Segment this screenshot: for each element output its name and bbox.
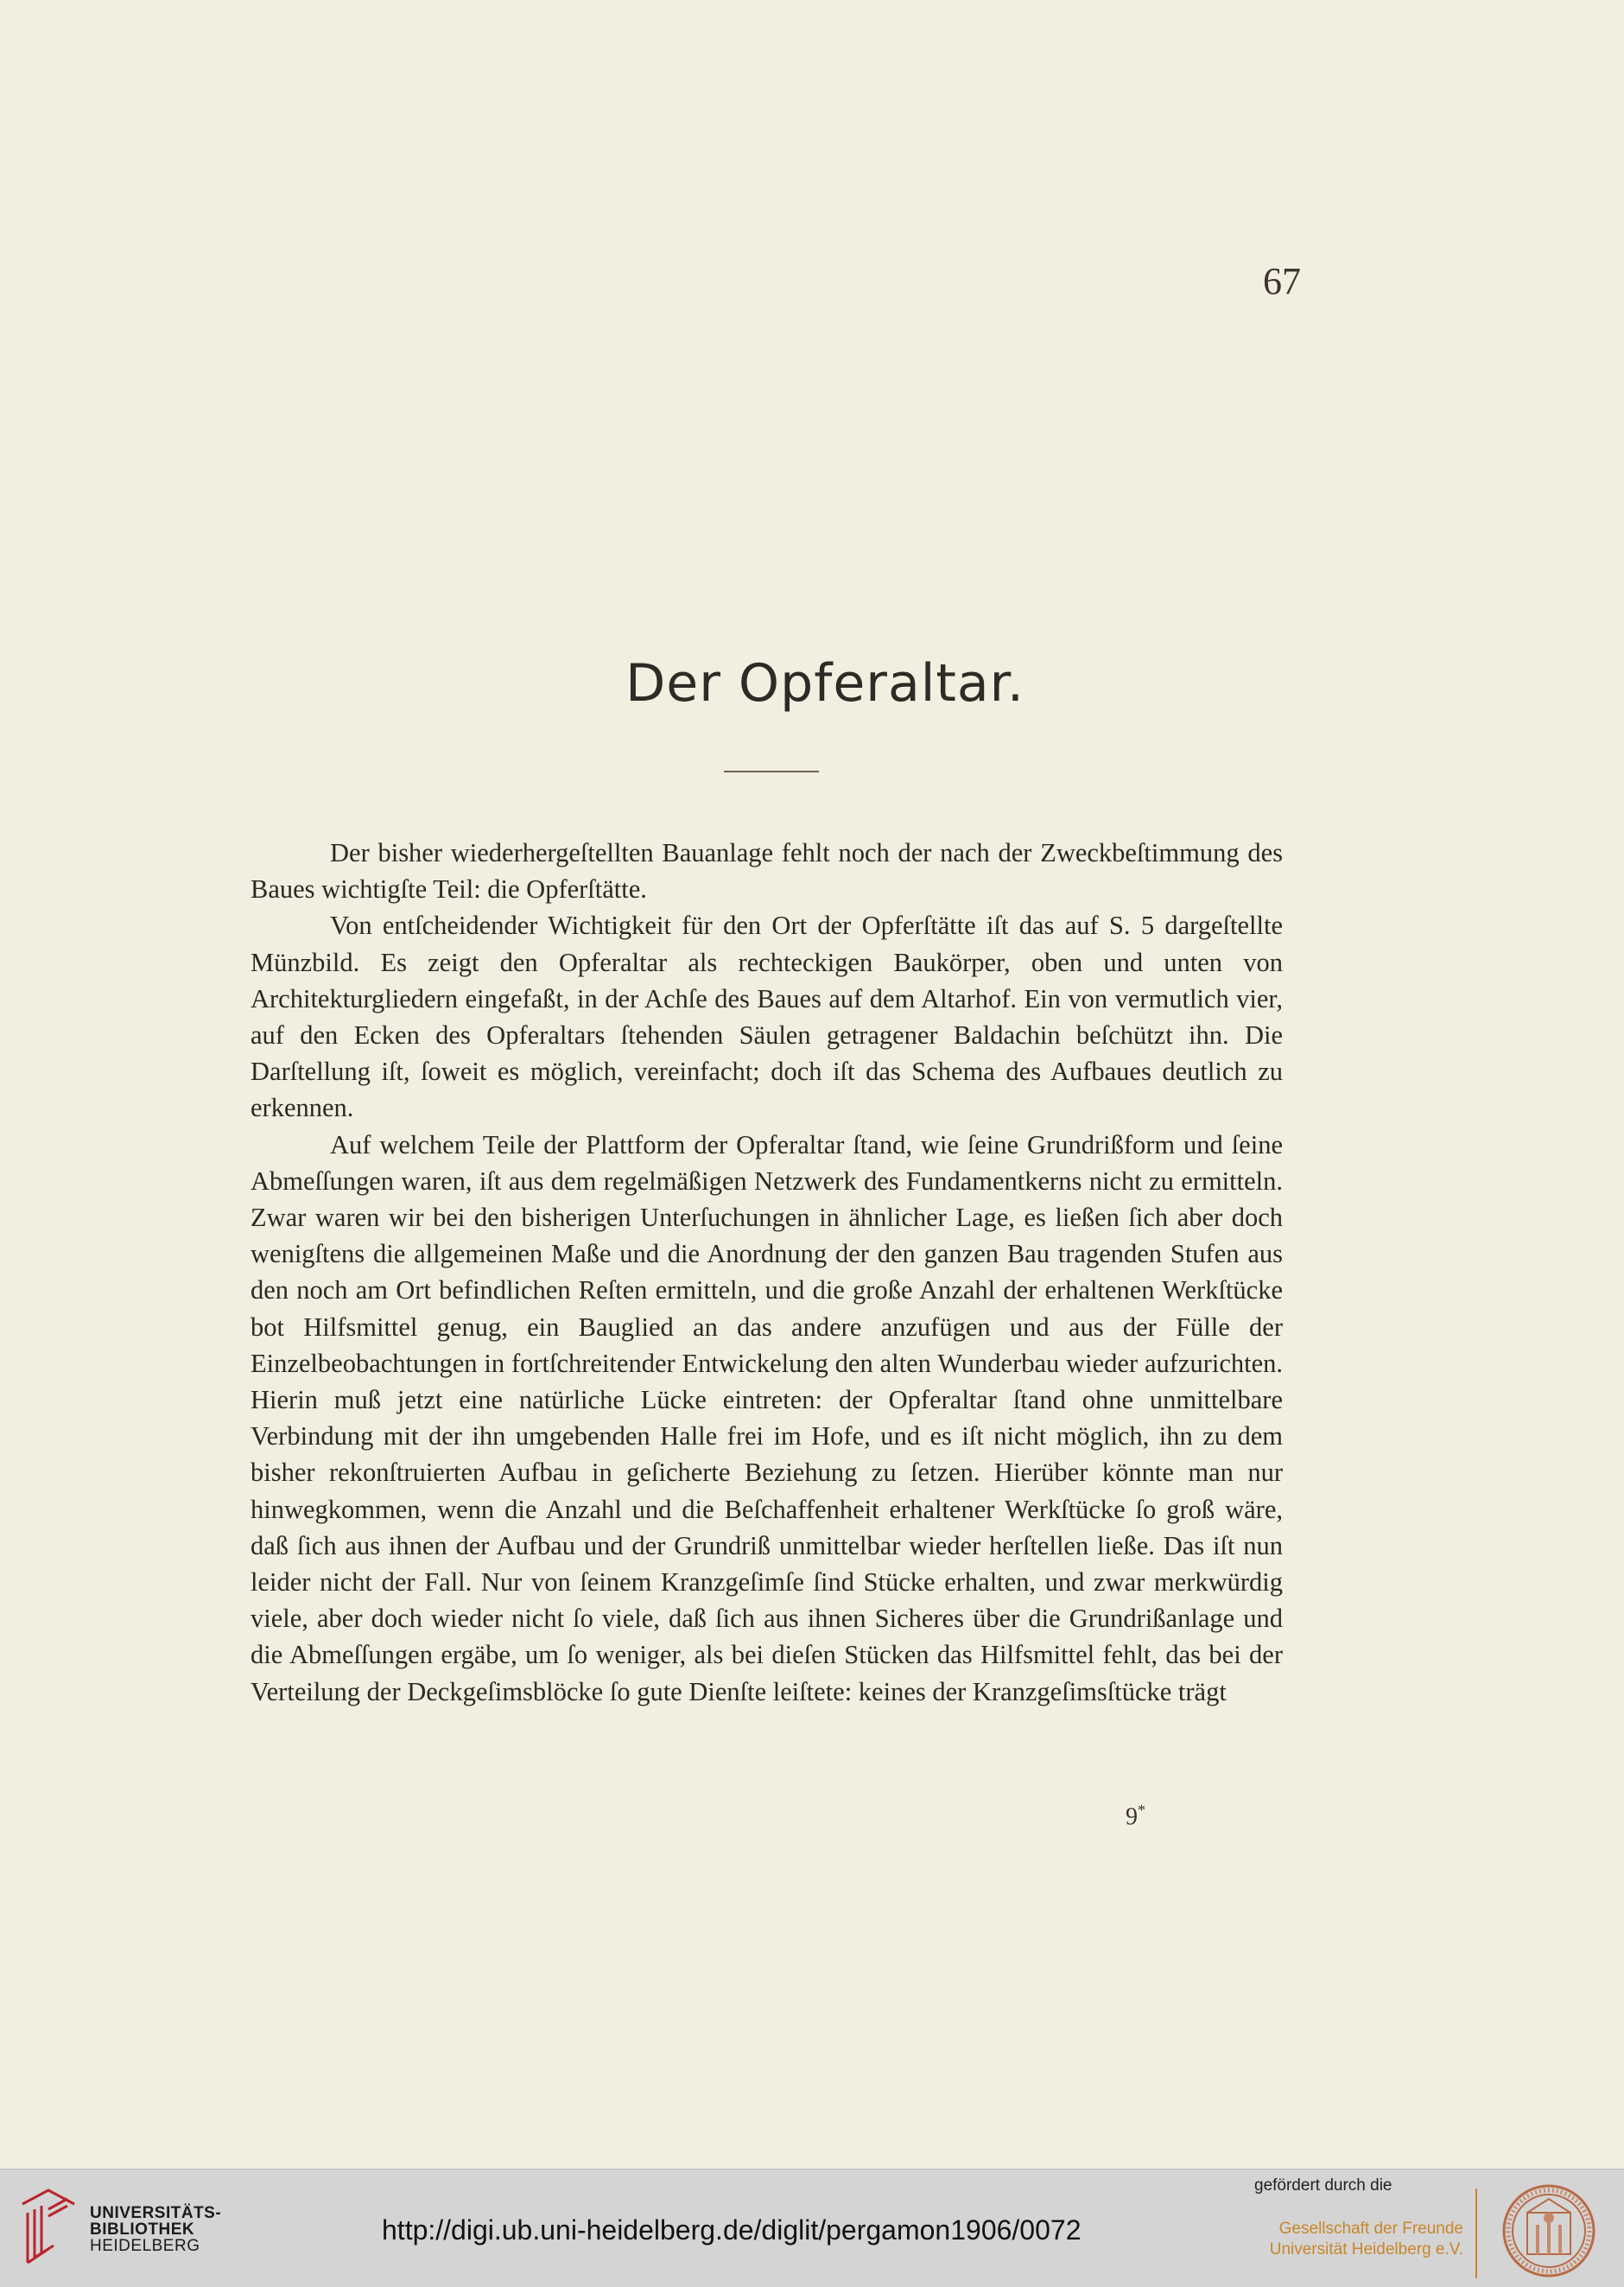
chapter-title: Der Opferaltar. xyxy=(625,653,1025,714)
signature-asterisk: * xyxy=(1138,1801,1145,1819)
library-name-line: HEIDELBERG xyxy=(90,2237,200,2255)
signature-mark xyxy=(1126,1801,1145,1831)
sponsor-name-line: Universität Heidelberg e.V. xyxy=(1269,2240,1463,2258)
footer-divider xyxy=(1475,2189,1477,2278)
university-seal-icon[interactable] xyxy=(1501,2183,1596,2278)
library-logo-icon[interactable] xyxy=(19,2187,78,2270)
body-text xyxy=(251,835,1283,1710)
paragraph: Auf welchem Teile der Plattform der Opferaltar ſtand, wie ſeine Grundrißform und ſeine Abmeſſungen waren, iſt aus dem regelmäßigen Netzwerk des Fundamentkerns nicht zu ermitteln. Zwar waren wir bei den bisherigen Unterſuchungen in ähnlicher Lage, es ließen ſich aber doch wenigſtens die allgemeinen Maße und die Anordnung der den ganzen Bau tragenden Stufen aus den noch am Ort befindlichen Reſten ermitteln, und die große Anzahl der erhaltenen Werkſtücke bot Hilfsmittel genug, ein Bauglied an das andere anzufügen und aus der Fülle der Einzelbeobachtungen in fortſchreitender Entwickelung den alten Wunderbau wieder aufzurichten. Hierin muß jetzt eine natürliche Lücke eintreten: der Opferaltar ſtand ohne unmittelbare Verbindung mit der ihn umgebenden Halle frei im Hofe, und es iſt nicht möglich, ihn zu dem bisher rekonſtruierten Aufbau in geſicherte Beziehung zu ſetzen. Hierüber könnte man nur hinwegkommen, wenn die Anzahl und die Beſchaffenheit erhaltener Werkſtücke ſo groß wäre, daß ſich aus ihnen der Aufbau und der Grundriß unmittelbar wieder herſtellen ließe. Das iſt nun leider nicht der Fall. Nur von ſeinem Kranzgeſimſe ſind Stücke erhalten, und zwar merkwürdig viele, aber doch wieder nicht ſo viele, daß ſich aus ihnen Sicheres über die Grundrißanlage und die Abmeſſungen ergäbe, um ſo weniger, als bei dieſen Stücken das Hilfsmittel fehlt, das bei der Verteilung der Deckgeſimsblöcke ſo gute Dienſte leiſtete: keines der Kranzgeſimsſtücke trägt xyxy=(251,1129,1283,1706)
footer-bar xyxy=(0,2169,1624,2287)
library-name-line: BIBLIOTHEK xyxy=(90,2220,195,2239)
library-name-line: UNIVERSITÄTS- xyxy=(90,2204,222,2222)
paragraph: Der bisher wiederhergeſtellten Bauanlage fehlt noch der nach der Zweckbeſtimmung des Baues wichtigſte Teil: die Opferſtätte. xyxy=(251,838,1283,905)
signature-number: 9 xyxy=(1126,1803,1138,1831)
page-number: 67 xyxy=(1263,260,1301,302)
paragraph: Von entſcheidender Wichtigkeit für den Ort der Opferſtätte iſt das auf S. 5 dargeſtellte Münzbild. Es zeigt den Opferaltar als rechteckigen Baukörper, oben und unten von Architekturgliedern eingefaßt, in der Achſe des Baues auf dem Altarhof. Ein von vermutlich vier, auf den Ecken des Opferaltars ſtehenden Säulen getragener Baldachin beſchützt ihn. Die Darſtellung iſt, ſoweit es möglich, vereinfacht; doch iſt das Schema des Aufbaues deutlich zu erkennen. xyxy=(251,911,1283,1123)
permalink-url[interactable]: http://digi.ub.uni-heidelberg.de/diglit/pergamon1906/0072 xyxy=(382,2214,1082,2246)
sponsor-label: gefördert durch die xyxy=(1254,2176,1392,2195)
sponsor-name-line: Gesellschaft der Freunde xyxy=(1278,2220,1463,2238)
title-divider xyxy=(724,771,819,772)
sponsor-name[interactable] xyxy=(1227,2219,1463,2260)
library-name[interactable] xyxy=(90,2205,221,2254)
